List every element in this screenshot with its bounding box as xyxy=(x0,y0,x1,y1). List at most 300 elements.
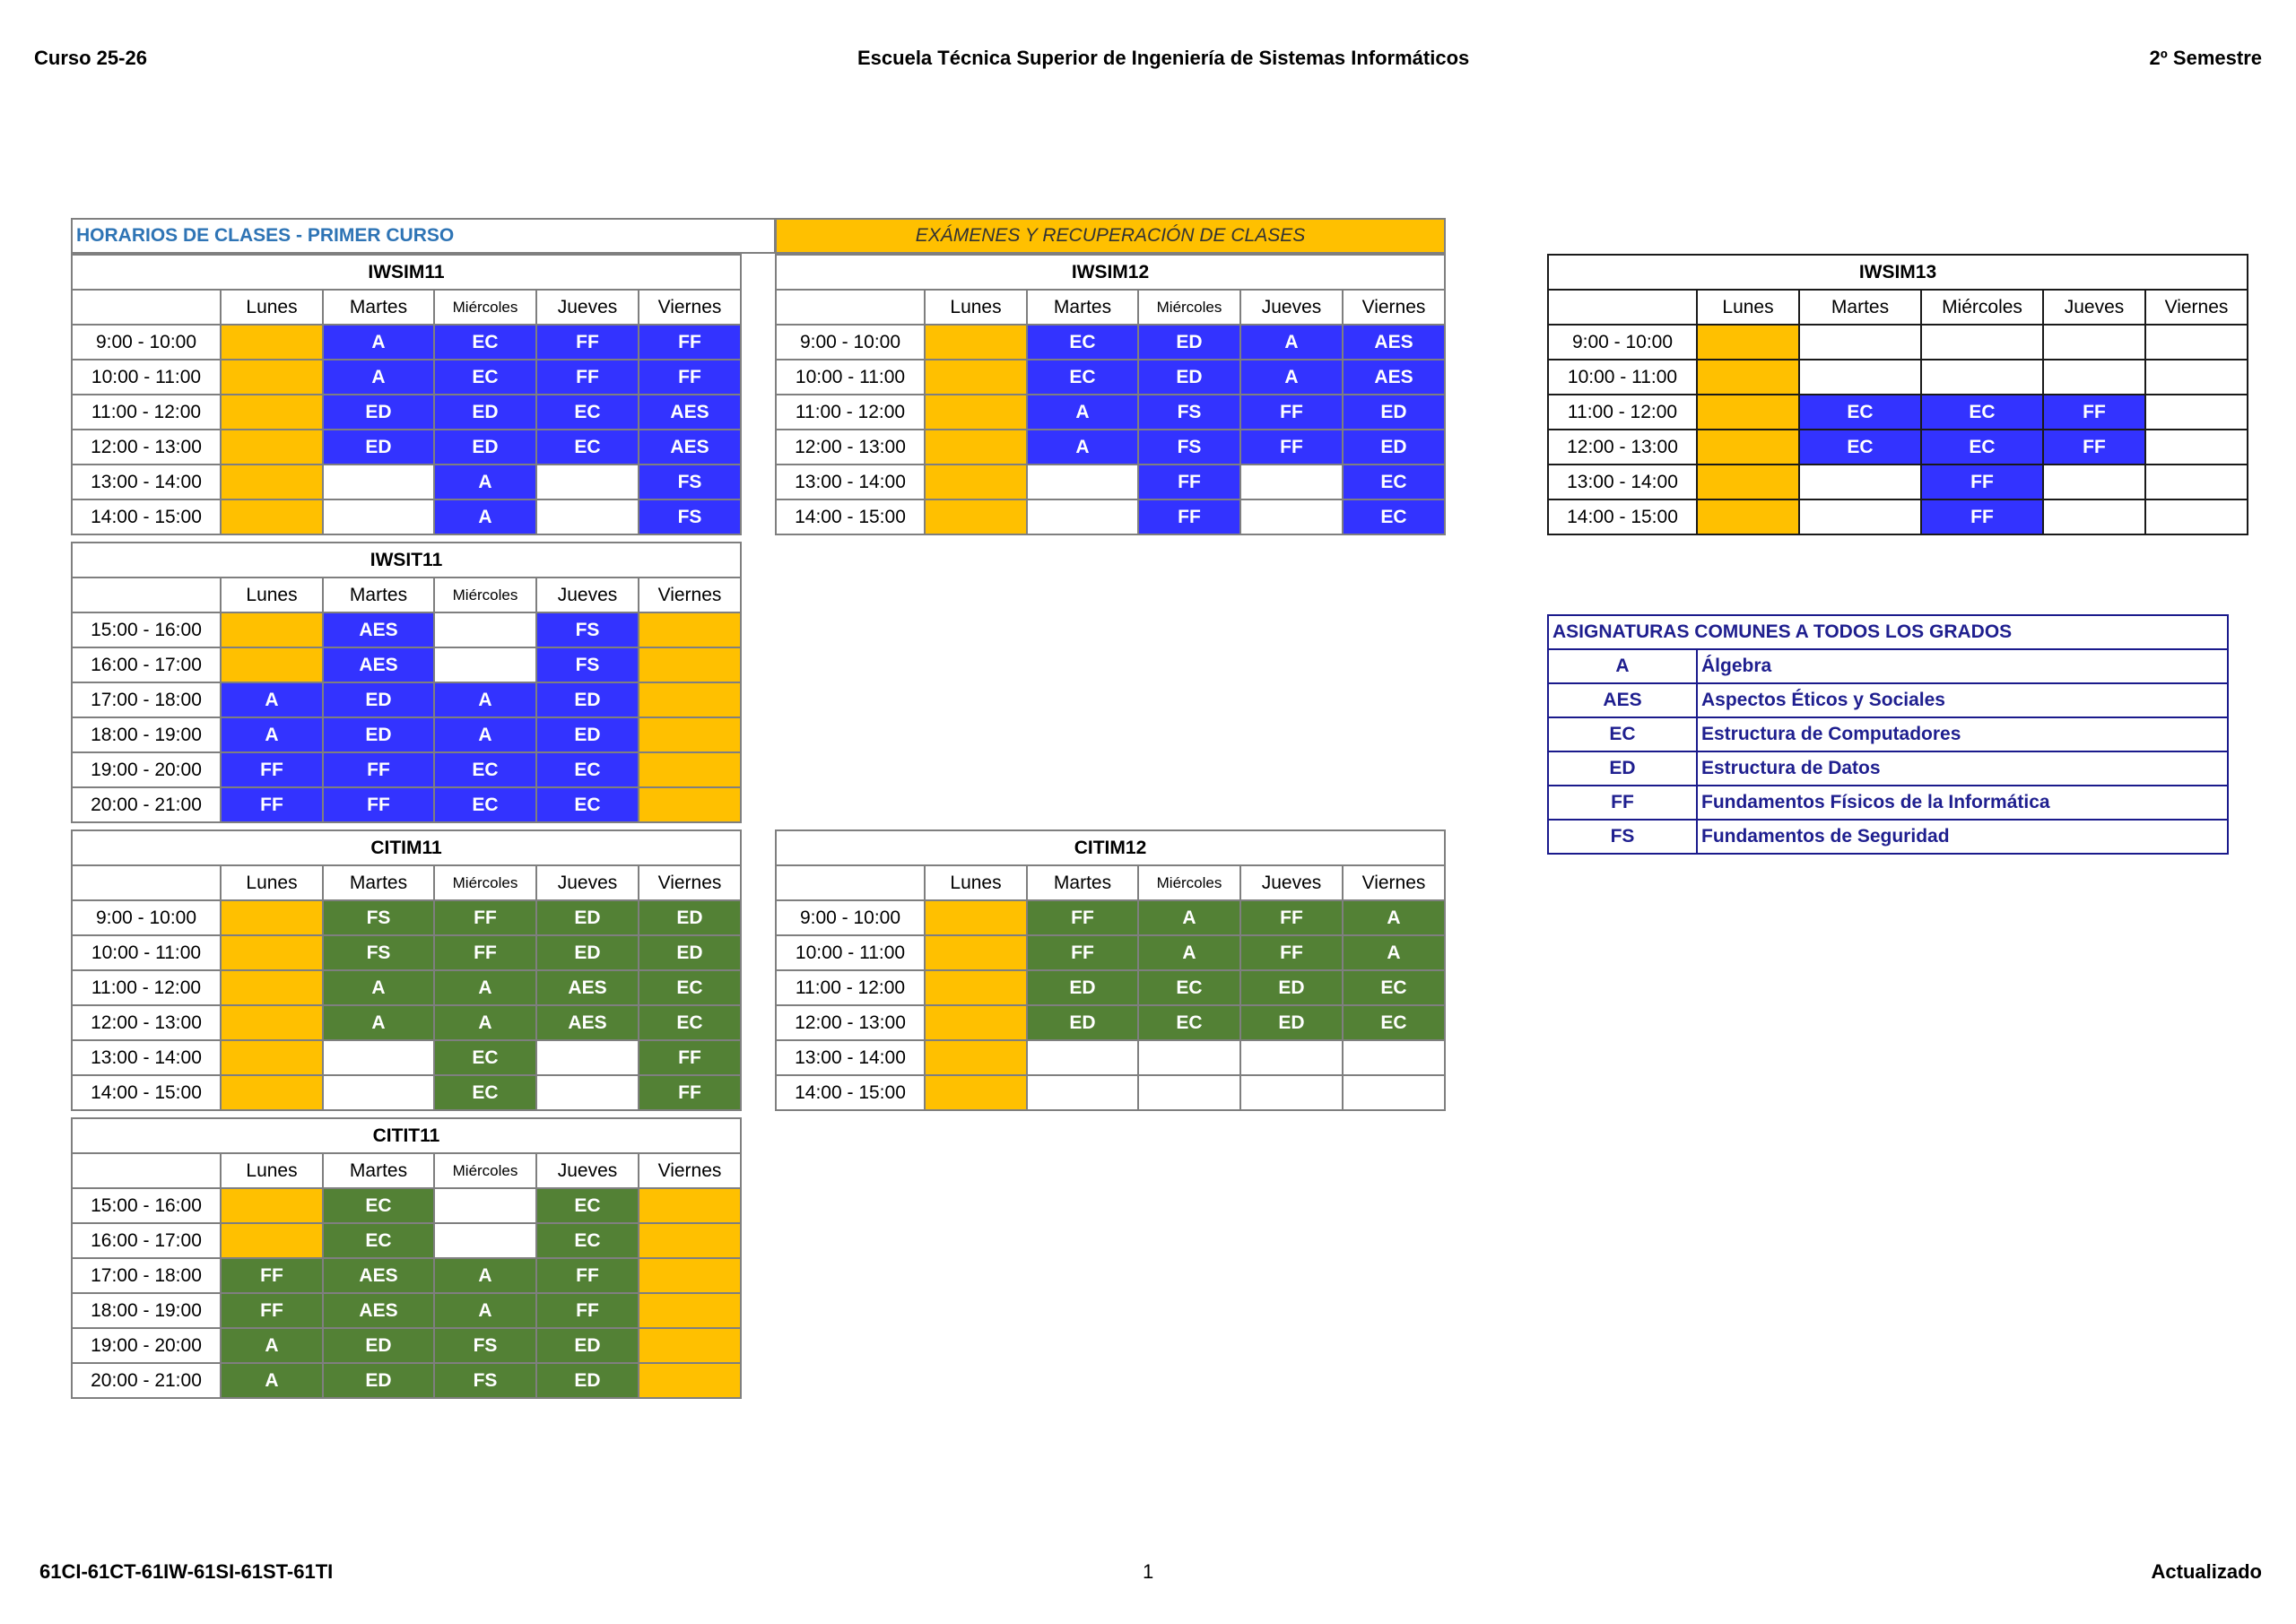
subjects-legend xyxy=(1547,614,2229,855)
corner-cell xyxy=(72,290,221,325)
legend-subject: Álgebra xyxy=(1697,649,2228,683)
reserved-slot xyxy=(925,360,1027,395)
class-cell: A xyxy=(221,1328,323,1363)
time-slot: 10:00 - 11:00 xyxy=(776,935,925,970)
empty-slot xyxy=(1921,325,2043,360)
empty-slot xyxy=(1138,1040,1240,1075)
reserved-slot xyxy=(221,1188,323,1223)
reserved-slot xyxy=(221,1223,323,1258)
group-title: CITIM12 xyxy=(776,830,1445,865)
time-slot-row xyxy=(72,717,741,752)
time-slot: 18:00 - 19:00 xyxy=(72,717,221,752)
reserved-slot xyxy=(1697,325,1799,360)
class-cell: FF xyxy=(2043,395,2145,430)
exams-banner: EXÁMENES Y RECUPERACIÓN DE CLASES xyxy=(775,218,1446,254)
time-slot-row xyxy=(72,1040,741,1075)
class-cell: FF xyxy=(1240,395,1343,430)
time-slot: 11:00 - 12:00 xyxy=(72,395,221,430)
time-slot-row xyxy=(776,325,1445,360)
legend-subject: Aspectos Éticos y Sociales xyxy=(1697,683,2228,717)
day-header: Jueves xyxy=(536,290,639,325)
day-header: Jueves xyxy=(536,1153,639,1188)
class-cell: AES xyxy=(1343,360,1445,395)
course-year: Curso 25-26 xyxy=(34,47,147,69)
school-name: Escuela Técnica Superior de Ingeniería de Sistemas Informáticos xyxy=(857,47,1470,69)
time-slot: 14:00 - 15:00 xyxy=(776,1075,925,1110)
empty-slot xyxy=(2043,499,2145,534)
class-cell: ED xyxy=(536,717,639,752)
day-header: Lunes xyxy=(221,290,323,325)
empty-slot xyxy=(323,499,434,534)
empty-slot xyxy=(1799,360,1921,395)
class-cell: AES xyxy=(536,1005,639,1040)
time-slot: 11:00 - 12:00 xyxy=(1548,395,1697,430)
class-cell: ED xyxy=(323,395,434,430)
reserved-slot xyxy=(221,499,323,534)
reserved-slot xyxy=(1697,465,1799,499)
class-cell: FF xyxy=(639,325,741,360)
class-cell: FF xyxy=(1240,430,1343,465)
reserved-slot xyxy=(221,1075,323,1110)
class-cell: A xyxy=(323,325,434,360)
corner-cell xyxy=(776,290,925,325)
day-header: Viernes xyxy=(639,290,741,325)
reserved-slot xyxy=(221,325,323,360)
reserved-slot xyxy=(1697,499,1799,534)
class-cell: EC xyxy=(536,787,639,822)
time-slot: 11:00 - 12:00 xyxy=(776,970,925,1005)
reserved-slot xyxy=(221,465,323,499)
empty-slot xyxy=(536,499,639,534)
class-cell: FF xyxy=(1138,465,1240,499)
day-header: Viernes xyxy=(2145,290,2248,325)
reserved-slot xyxy=(639,682,741,717)
legend-subject: Fundamentos de Seguridad xyxy=(1697,820,2228,854)
time-slot: 20:00 - 21:00 xyxy=(72,1363,221,1398)
time-slot: 12:00 - 13:00 xyxy=(72,1005,221,1040)
schedule-iwsim13 xyxy=(1547,254,2248,535)
time-slot: 19:00 - 20:00 xyxy=(72,1328,221,1363)
class-cell: EC xyxy=(1027,325,1138,360)
class-cell: FF xyxy=(536,1293,639,1328)
class-cell: FS xyxy=(639,465,741,499)
reserved-slot xyxy=(925,499,1027,534)
class-cell: A xyxy=(221,682,323,717)
class-cell: ED xyxy=(1240,970,1343,1005)
time-slot-row xyxy=(72,787,741,822)
class-cell: EC xyxy=(434,1040,536,1075)
empty-slot xyxy=(1240,1040,1343,1075)
class-cell: A xyxy=(1138,935,1240,970)
time-slot: 9:00 - 10:00 xyxy=(776,325,925,360)
schedule-iwsim12 xyxy=(775,254,1446,535)
time-slot: 19:00 - 20:00 xyxy=(72,752,221,787)
group-title: CITIT11 xyxy=(72,1118,741,1153)
reserved-slot xyxy=(925,465,1027,499)
empty-slot xyxy=(1240,499,1343,534)
reserved-slot xyxy=(639,612,741,647)
class-cell: FF xyxy=(1240,900,1343,935)
time-slot-row xyxy=(72,752,741,787)
group-title: IWSIM12 xyxy=(776,255,1445,290)
time-slot-row xyxy=(72,1188,741,1223)
empty-slot xyxy=(323,1075,434,1110)
corner-cell xyxy=(776,865,925,900)
corner-cell xyxy=(72,1153,221,1188)
reserved-slot xyxy=(221,395,323,430)
time-slot-row xyxy=(72,395,741,430)
legend-code: ED xyxy=(1548,751,1697,786)
class-cell: EC xyxy=(323,1188,434,1223)
day-header: Miércoles xyxy=(1921,290,2043,325)
day-header: Lunes xyxy=(925,865,1027,900)
time-slot: 9:00 - 10:00 xyxy=(72,325,221,360)
group-title: IWSIM11 xyxy=(72,255,741,290)
class-cell: A xyxy=(1240,325,1343,360)
class-cell: ED xyxy=(536,900,639,935)
class-cell: FF xyxy=(2043,430,2145,465)
class-cell: FS xyxy=(434,1363,536,1398)
empty-slot xyxy=(1240,1075,1343,1110)
empty-slot xyxy=(434,1223,536,1258)
class-cell: ED xyxy=(639,900,741,935)
class-cell: ED xyxy=(323,1363,434,1398)
class-cell: A xyxy=(1027,395,1138,430)
empty-slot xyxy=(434,1188,536,1223)
reserved-slot xyxy=(639,1223,741,1258)
class-cell: EC xyxy=(1138,970,1240,1005)
day-header: Jueves xyxy=(1240,865,1343,900)
reserved-slot xyxy=(639,1363,741,1398)
time-slot-row xyxy=(72,1293,741,1328)
reserved-slot xyxy=(639,1293,741,1328)
class-cell: FF xyxy=(221,752,323,787)
class-cell: AES xyxy=(639,430,741,465)
reserved-slot xyxy=(925,430,1027,465)
class-cell: FF xyxy=(1027,900,1138,935)
reserved-slot xyxy=(1697,430,1799,465)
class-cell: ED xyxy=(323,717,434,752)
time-slot-row xyxy=(1548,430,2248,465)
legend-row xyxy=(1548,786,2228,820)
schedule-iwsim11 xyxy=(71,254,742,535)
time-slot-row xyxy=(1548,325,2248,360)
reserved-slot xyxy=(221,1040,323,1075)
day-header: Miércoles xyxy=(1138,290,1240,325)
class-cell: A xyxy=(434,1293,536,1328)
time-slot: 10:00 - 11:00 xyxy=(72,360,221,395)
time-slot-row xyxy=(72,499,741,534)
legend-code: A xyxy=(1548,649,1697,683)
reserved-slot xyxy=(925,1075,1027,1110)
class-cell: FF xyxy=(221,1293,323,1328)
time-slot-row xyxy=(72,1328,741,1363)
class-cell: EC xyxy=(639,1005,741,1040)
empty-slot xyxy=(1343,1075,1445,1110)
class-cell: A xyxy=(434,717,536,752)
empty-slot xyxy=(1240,465,1343,499)
time-slot-row xyxy=(72,935,741,970)
time-slot-row xyxy=(776,935,1445,970)
time-slot-row xyxy=(72,970,741,1005)
day-header: Jueves xyxy=(2043,290,2145,325)
time-slot-row xyxy=(72,430,741,465)
semester: 2º Semestre xyxy=(2149,47,2262,69)
time-slot: 12:00 - 13:00 xyxy=(72,430,221,465)
time-slot: 13:00 - 14:00 xyxy=(776,1040,925,1075)
class-cell: ED xyxy=(1343,395,1445,430)
class-cell: FF xyxy=(221,1258,323,1293)
class-cell: ED xyxy=(434,430,536,465)
class-cell: FS xyxy=(536,647,639,682)
day-header: Martes xyxy=(323,578,434,612)
reserved-slot xyxy=(639,752,741,787)
class-cell: FS xyxy=(536,612,639,647)
schedule-citim11 xyxy=(71,829,742,1111)
legend-subject: Estructura de Datos xyxy=(1697,751,2228,786)
empty-slot xyxy=(1027,499,1138,534)
class-cell: FF xyxy=(323,787,434,822)
class-cell: FF xyxy=(536,360,639,395)
legend-row xyxy=(1548,751,2228,786)
time-slot-row xyxy=(776,1075,1445,1110)
class-cell: A xyxy=(323,970,434,1005)
class-cell: EC xyxy=(1138,1005,1240,1040)
class-cell: AES xyxy=(639,395,741,430)
time-slot: 17:00 - 18:00 xyxy=(72,682,221,717)
reserved-slot xyxy=(639,787,741,822)
class-cell: EC xyxy=(536,430,639,465)
day-header: Martes xyxy=(323,290,434,325)
class-cell: ED xyxy=(323,430,434,465)
schedule-citit11 xyxy=(71,1117,742,1399)
class-cell: EC xyxy=(434,1075,536,1110)
time-slot-row xyxy=(72,465,741,499)
class-cell: EC xyxy=(536,395,639,430)
empty-slot xyxy=(2043,465,2145,499)
class-cell: FF xyxy=(1138,499,1240,534)
class-cell: A xyxy=(1138,900,1240,935)
empty-slot xyxy=(1921,360,2043,395)
day-header: Jueves xyxy=(536,578,639,612)
reserved-slot xyxy=(1697,360,1799,395)
page-number: 1 xyxy=(1143,1560,1154,1583)
corner-cell xyxy=(1548,290,1697,325)
class-cell: A xyxy=(1240,360,1343,395)
group-title: IWSIT11 xyxy=(72,543,741,578)
time-slot-row xyxy=(1548,360,2248,395)
class-cell: FS xyxy=(434,1328,536,1363)
time-slot-row xyxy=(72,647,741,682)
class-cell: FF xyxy=(639,1075,741,1110)
class-cell: EC xyxy=(434,325,536,360)
class-cell: EC xyxy=(1343,1005,1445,1040)
class-cell: FS xyxy=(1138,430,1240,465)
empty-slot xyxy=(323,465,434,499)
time-slot: 17:00 - 18:00 xyxy=(72,1258,221,1293)
reserved-slot xyxy=(1697,395,1799,430)
time-slot: 14:00 - 15:00 xyxy=(776,499,925,534)
class-cell: FS xyxy=(323,935,434,970)
time-slot: 16:00 - 17:00 xyxy=(72,1223,221,1258)
class-cell: EC xyxy=(1343,499,1445,534)
reserved-slot xyxy=(925,970,1027,1005)
class-cell: EC xyxy=(434,787,536,822)
time-slot-row xyxy=(776,430,1445,465)
day-header: Miércoles xyxy=(434,865,536,900)
empty-slot xyxy=(323,1040,434,1075)
time-slot: 14:00 - 15:00 xyxy=(72,1075,221,1110)
class-cell: EC xyxy=(639,970,741,1005)
class-cell: EC xyxy=(323,1223,434,1258)
time-slot: 9:00 - 10:00 xyxy=(1548,325,1697,360)
class-cell: A xyxy=(221,717,323,752)
empty-slot xyxy=(536,1040,639,1075)
time-slot: 11:00 - 12:00 xyxy=(72,970,221,1005)
day-header: Lunes xyxy=(1697,290,1799,325)
day-header: Lunes xyxy=(925,290,1027,325)
empty-slot xyxy=(434,647,536,682)
class-cell: A xyxy=(221,1363,323,1398)
class-cell: ED xyxy=(323,682,434,717)
reserved-slot xyxy=(221,612,323,647)
class-cell: EC xyxy=(1027,360,1138,395)
reserved-slot xyxy=(925,395,1027,430)
reserved-slot xyxy=(925,1005,1027,1040)
day-header: Viernes xyxy=(1343,865,1445,900)
time-slot-row xyxy=(776,465,1445,499)
class-cell: EC xyxy=(1921,430,2043,465)
class-cell: EC xyxy=(434,360,536,395)
updated-label: Actualizado xyxy=(2151,1560,2262,1583)
class-cell: AES xyxy=(323,612,434,647)
reserved-slot xyxy=(925,325,1027,360)
time-slot: 13:00 - 14:00 xyxy=(776,465,925,499)
time-slot-row xyxy=(776,970,1445,1005)
class-cell: FF xyxy=(639,360,741,395)
class-cell: ED xyxy=(1138,325,1240,360)
time-slot-row xyxy=(72,325,741,360)
class-cell: FF xyxy=(323,752,434,787)
time-slot-row xyxy=(1548,465,2248,499)
empty-slot xyxy=(1343,1040,1445,1075)
legend-row xyxy=(1548,683,2228,717)
schedule-citim12 xyxy=(775,829,1446,1111)
time-slot: 16:00 - 17:00 xyxy=(72,647,221,682)
legend-title: ASIGNATURAS COMUNES A TODOS LOS GRADOS xyxy=(1548,615,2228,649)
class-cell: FF xyxy=(1921,499,2043,534)
corner-cell xyxy=(72,578,221,612)
day-header: Viernes xyxy=(639,865,741,900)
day-header: Lunes xyxy=(221,1153,323,1188)
schedule-iwsit11 xyxy=(71,542,742,823)
class-cell: AES xyxy=(323,647,434,682)
time-slot-row xyxy=(72,360,741,395)
time-slot: 18:00 - 19:00 xyxy=(72,1293,221,1328)
day-header: Martes xyxy=(323,865,434,900)
reserved-slot xyxy=(639,1258,741,1293)
day-header: Lunes xyxy=(221,578,323,612)
legend-code: AES xyxy=(1548,683,1697,717)
class-cell: FS xyxy=(1138,395,1240,430)
class-cell: A xyxy=(434,465,536,499)
schedule-banner-title: HORARIOS DE CLASES - PRIMER CURSO xyxy=(71,218,776,254)
class-cell: ED xyxy=(639,935,741,970)
reserved-slot xyxy=(221,360,323,395)
legend-code: FS xyxy=(1548,820,1697,854)
time-slot-row xyxy=(72,682,741,717)
day-header: Martes xyxy=(1027,290,1138,325)
class-cell: FF xyxy=(536,325,639,360)
day-header: Viernes xyxy=(639,578,741,612)
class-cell: AES xyxy=(323,1293,434,1328)
group-title: IWSIM13 xyxy=(1548,255,2248,290)
time-slot: 14:00 - 15:00 xyxy=(1548,499,1697,534)
time-slot: 20:00 - 21:00 xyxy=(72,787,221,822)
day-header: Martes xyxy=(323,1153,434,1188)
time-slot-row xyxy=(72,900,741,935)
legend-row xyxy=(1548,649,2228,683)
time-slot: 9:00 - 10:00 xyxy=(776,900,925,935)
reserved-slot xyxy=(639,717,741,752)
class-cell: AES xyxy=(1343,325,1445,360)
class-cell: FF xyxy=(1240,935,1343,970)
empty-slot xyxy=(2145,395,2248,430)
time-slot: 9:00 - 10:00 xyxy=(72,900,221,935)
class-cell: ED xyxy=(1027,1005,1138,1040)
class-cell: EC xyxy=(1343,970,1445,1005)
class-cell: ED xyxy=(1138,360,1240,395)
day-header: Miércoles xyxy=(434,578,536,612)
class-cell: ED xyxy=(323,1328,434,1363)
class-cell: FF xyxy=(1921,465,2043,499)
reserved-slot xyxy=(221,647,323,682)
empty-slot xyxy=(434,612,536,647)
class-cell: FS xyxy=(639,499,741,534)
empty-slot xyxy=(2145,465,2248,499)
day-header: Miércoles xyxy=(1138,865,1240,900)
empty-slot xyxy=(1027,1040,1138,1075)
empty-slot xyxy=(2043,325,2145,360)
time-slot-row xyxy=(776,1040,1445,1075)
reserved-slot xyxy=(639,1188,741,1223)
class-cell: FF xyxy=(639,1040,741,1075)
time-slot: 14:00 - 15:00 xyxy=(72,499,221,534)
class-cell: A xyxy=(434,970,536,1005)
empty-slot xyxy=(2145,499,2248,534)
time-slot-row xyxy=(72,1223,741,1258)
reserved-slot xyxy=(639,1328,741,1363)
day-header: Jueves xyxy=(1240,290,1343,325)
degree-codes: 61CI-61CT-61IW-61SI-61ST-61TI xyxy=(39,1560,334,1583)
time-slot: 12:00 - 13:00 xyxy=(776,430,925,465)
class-cell: ED xyxy=(1027,970,1138,1005)
class-cell: FF xyxy=(434,900,536,935)
empty-slot xyxy=(1138,1075,1240,1110)
legend-code: FF xyxy=(1548,786,1697,820)
time-slot-row xyxy=(776,395,1445,430)
class-cell: ED xyxy=(536,1328,639,1363)
time-slot-row xyxy=(776,1005,1445,1040)
group-title: CITIM11 xyxy=(72,830,741,865)
time-slot: 11:00 - 12:00 xyxy=(776,395,925,430)
time-slot-row xyxy=(72,1075,741,1110)
class-cell: FF xyxy=(221,787,323,822)
class-cell: EC xyxy=(536,752,639,787)
class-cell: ED xyxy=(536,682,639,717)
class-cell: A xyxy=(434,499,536,534)
time-slot: 15:00 - 16:00 xyxy=(72,1188,221,1223)
